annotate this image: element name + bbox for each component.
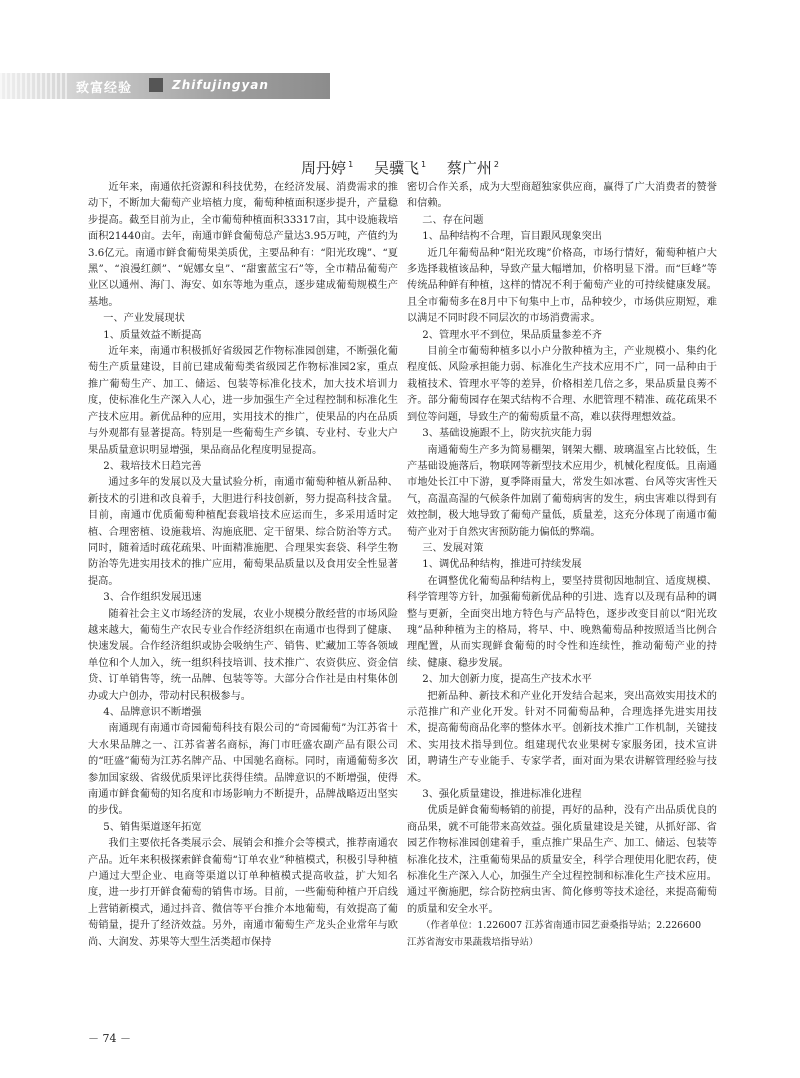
body-paragraph: 把新品种、新技术和产业化开发结合起来，突出高效实用技术的示范推广和产业化开发。针对不同葡萄品种，合理选择先进实用技术，提高葡萄商品化率的整体水平。创新技术推广工作机制，关键技术、实用技术指导到位。组建现代农业果树专家服务团，技术宣讲团，聘请生产专业能手、专家学者，面对面为果农讲解管理经验与技术。	[407, 690, 717, 784]
section-heading: 二、存在问题	[422, 214, 484, 226]
author-affiliation-mark: 1	[348, 160, 354, 169]
section-heading: 2、栽培技术日趋完善	[103, 460, 202, 472]
author-affiliation-mark: 2	[493, 160, 499, 169]
right-text-column	[407, 180, 717, 951]
author-line	[0, 157, 800, 178]
section-heading: 三、发展对策	[422, 542, 484, 554]
section-title-cn: 致富经验	[76, 81, 133, 96]
section-header-bar	[0, 73, 330, 99]
header-stripes	[0, 73, 70, 99]
left-text-column	[88, 180, 398, 951]
section-heading: 一、产业发展现状	[103, 313, 185, 325]
section-heading: 4、品牌意识不断增强	[103, 707, 202, 718]
author-affiliation-note: 江苏省海安市果蔬栽培指导站）	[407, 936, 539, 948]
body-paragraph: 通过多年的发展以及大量试验分析，南通市葡萄种植从新品种、新技术的引进和改良着手，大胆进行科技创新，努力提高科技含量。目前，南通市优质葡萄种植配套栽培技术应运而生，多采用适时定植、合理密植、设施栽培、沟施底肥、定干留果、综合防治等方式。同时，随着适时疏花疏果、叶面精准施肥、合理果实套袋、科学生物防治等先进实用技术的推广应用，葡萄果品质量以及食用安全性显著提高。	[88, 477, 398, 587]
body-paragraph: 目前全市葡萄种植多以小户分散种植为主，产业规模小、集约化程度低、风险承担能力弱、标准化生产技术应用不广，同一品种由于栽植技术、管理水平等的差异，价格相差几倍之多，果品质量良莠不齐。部分葡萄园存在架式结构不合理、水肥管理不精准、疏花疏果不到位等问题，导致生产的葡萄质量不高，难以获得理想效益。	[407, 346, 717, 423]
author-1	[301, 159, 353, 177]
section-heading: 2、加大创新力度，提高生产技术水平	[422, 674, 592, 686]
section-heading: 3、基础设施跟不上，防灾抗灾能力弱	[422, 428, 592, 440]
author-3	[447, 159, 499, 177]
author-2	[374, 159, 426, 177]
section-heading: 1、调优品种结构，推进可持续发展	[422, 559, 582, 571]
body-paragraph: 在调整优化葡萄品种结构上，要坚持贯彻因地制宜、适度规模、科学管理等方针，加强葡萄新优品种的引进、选育以及现有品种的调整与更新，全面突出地方特色与产品特色，逐步改变目前以“阳光玫瑰”品种种植为主的格局，将早、中、晚熟葡萄品种按照适当比例合理配置，从而实现鲜食葡萄的时令性和连续性，推动葡萄产业的持续、健康、稳步发展。	[407, 575, 717, 669]
body-paragraph: 密切合作关系，成为大型商超独家供应商，赢得了广大消费者的赞誉和信赖。	[407, 182, 717, 210]
header-square-mark	[149, 78, 163, 92]
body-paragraph: 我们主要依托各类展示会、展销会和推介会等模式，推荐南通农产品。近年来积极探索鲜食葡萄“订单农业”种植模式，积极引导种植户通过大型企业、电商等渠道以订单种植模式提高收益，扩大知名度，进一步打开鲜食葡萄的销售市场。目前，一些葡萄种植户开启线上营销新模式，通过抖音、微信等平台推介本地葡萄，有效提高了葡萄销量，提升了经济效益。另外，南通市葡萄生产龙头企业常年与欧尚、大润发、苏果等大型生活类超市保持	[88, 838, 398, 948]
section-heading: 5、销售渠道逐年拓宽	[103, 821, 202, 833]
section-heading: 3、合作组织发展迅速	[103, 592, 202, 604]
page-number: － 74 －	[88, 1032, 131, 1045]
body-paragraph: 南通葡萄生产多为简易棚架，钢架大棚、玻璃温室占比较低，生产基础设施落后，物联网等新型技术应用少，机械化程度低。且南通市地处长江中下游，夏季降雨量大，常发生如冰雹、台风等灾害性天气，高温高湿的气候条件加剧了葡萄病害的发生，病虫害难以得到有效控制，极大地导致了葡萄产量低，质量差，这充分体现了南通市葡萄产业对于自然灾害预防能力偏低的弊端。	[407, 444, 717, 538]
body-paragraph: 近几年葡萄品种“阳光玫瑰”价格高，市场行情好，葡萄种植户大多选择栽植该品种，导致产量大幅增加，价格明显下滑。而“巨峰”等传统品种鲜有种植，这样的情况不利于葡萄产业的可持续健康发展。且全市葡萄多在8月中下旬集中上市，品种较少，市场供应期短，难以满足不同时段不同层次的市场消费需求。	[407, 247, 717, 325]
section-heading: 1、质量效益不断提高	[103, 329, 202, 341]
body-paragraph: 近年来，南通市积极抓好省级园艺作物标准园创建，不断强化葡萄生产质量建设，目前已建成葡萄类省级园艺作物标准园2家，重点推广葡萄生产、加工、储运、包装等标准化技术，加大技术培训力度，使标准化生产深入人心，进一步加强生产全过程控制和标准化生产技术应用。新优品种的应用，实用技术的推广，使果品的内在品质与外观都有显著提高。特别是一些葡萄生产乡镇、专业村、专业大户果品质量意识明显增强，果品商品化程度明显提高。	[88, 346, 398, 456]
author-name: 蔡广州	[446, 159, 492, 177]
section-title-en: Zhifujingyan	[172, 78, 269, 92]
body-paragraph: 随着社会主义市场经济的发展，农业小规模分散经营的市场风险越来越大，葡萄生产农民专业合作经济组织在南通市也得到了健康、快速发展。合作经济组织或协会吸纳生产、销售、贮藏加工等各领域单位和个人加入，统一组织科技培训、技术推广、农资供应、资金信贷、订单销售等，统一品牌、包装等等。大部分合作社是由村集体创办或大户创办，带动村民积极参与。	[88, 608, 398, 702]
section-heading: 2、管理水平不到位，果品质量参差不齐	[422, 329, 602, 341]
body-paragraph: 近年来，南通依托资源和科技优势，在经济发展、消费需求的推动下，不断加大葡萄产业培植力度，葡萄种植面积逐步提升，产量稳步提高。截至目前为止，全市葡萄种植面积33317亩，其中设施栽培面积21440亩。去年，南通市鲜食葡萄总产量达3.95万吨，产值约为3.6亿元。南通市鲜食葡萄果美质优，主要品种有：“阳光玫瑰”、“夏黑”、“浪漫红颜”、“妮娜女皇”、“甜蜜蓝宝石”等，全市精品葡萄产业区以通州、海门、海安、如东等地为重点，逐步建成葡萄规模生产基地。	[88, 182, 398, 308]
author-affiliation-note: （作者单位：1.226007 江苏省南通市园艺蚕桑指导站；2.226600	[421, 920, 702, 932]
author-affiliation-mark: 1	[420, 160, 427, 169]
section-heading: 3、强化质量建设，推进标准化进程	[422, 789, 582, 801]
body-paragraph: 南通现有南通市奇园葡萄科技有限公司的“奇园葡萄”为江苏省十大水果品牌之一、江苏省著名商标，海门市旺盛农副产品有限公司的“旺盛”葡萄为江苏名牌产品、中国驰名商标。同时，南通葡萄多次参加国家级、省级优质果评比获得佳绩。品牌意识的不断增强，使得南通市鲜食葡萄的知名度和市场影响力不断提升，品牌战略迈出坚实的步伐。	[88, 723, 398, 817]
author-name: 周丹婷	[301, 159, 347, 177]
section-heading: 1、品种结构不合理，盲目跟风现象突出	[422, 231, 602, 243]
author-name: 吴骥飞	[373, 159, 419, 177]
body-paragraph: 优质是鲜食葡萄畅销的前提，再好的品种，没有产出品质优良的商品果，就不可能带来高效益。强化质量建设是关键，从抓好部、省园艺作物标准园创建着手，重点推广果品生产、加工、储运、包装等标准化技术，注重葡萄果品的质量安全，科学合理使用化肥农药，使标准化生产深入人心，加强生产全过程控制和标准化生产技术应用。通过平衡施肥，综合防控病虫害、简化修剪等技术途径，来提高葡萄的质量和安全水平。	[407, 805, 717, 915]
